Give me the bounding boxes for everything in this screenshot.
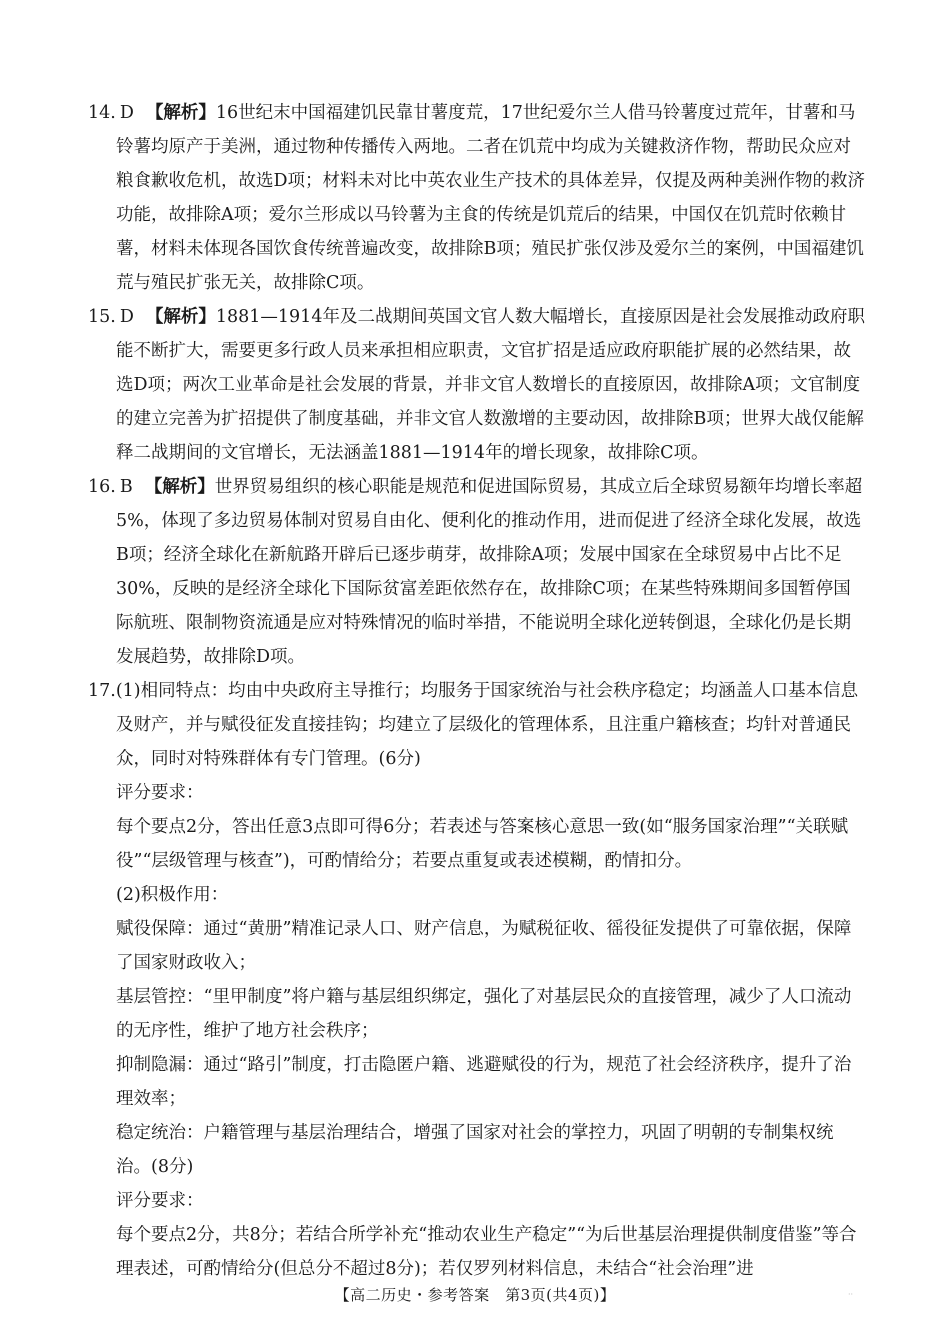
question-15	[88, 300, 866, 470]
question-number: 17.	[88, 681, 116, 701]
page-footer: 【高二历史・参考答案 第3页(共4页)】	[334, 1286, 616, 1304]
question-number: 15.	[88, 307, 116, 327]
scoring-title-1: 评分要求：	[116, 783, 204, 803]
point-concealment: 抑制隐漏：通过“路引”制度，打击隐匿户籍、逃避赋役的行为，规范了社会经济秩序，提升了治理效率；	[116, 1055, 852, 1109]
part2-title: (2)积极作用：	[116, 885, 229, 905]
analysis-tag: 【解析】	[144, 477, 215, 497]
analysis-text: 世界贸易组织的核心职能是规范和促进国际贸易，其成立后全球贸易额年均增长率超5%，体现了多边贸易体制对贸易自由化、便利化的推动作用，进而促进了经济全球化发展，故选B项；经济全球化在新航路开辟后已逐步萌芽，故排除A项；发展中国家在全球贸易中占比不足30%，反映的是经济全球化下国际贫富差距依然存在，故排除C项；在某些特殊期间多国暂停国际航班、限制物资流通是应对特殊情况的临时举措，不能说明全球化逆转倒退，全球化仍是长期发展趋势，故排除D项。	[116, 477, 863, 667]
answer-letter: B	[119, 477, 133, 497]
question-14	[88, 96, 866, 300]
question-number: 14.	[88, 103, 116, 123]
analysis-tag: 【解析】	[145, 103, 216, 123]
point-grassroots: 基层管控：“里甲制度”将户籍与基层组织绑定，强化了对基层民众的直接管理，减少了人口流动的无序性，维护了地方社会秩序；	[116, 987, 852, 1041]
analysis-text: 1881—1914年及二战期间英国文官人数大幅增长，直接原因是社会发展推动政府职能不断扩大，需要更多行政人员来承担相应职责，文官扩招是适应政府职能扩展的必然结果，故选D项；两次工业革命是社会发展的背景，并非文官人数增长的直接原因，故排除A项；文官制度的建立完善为扩招提供了制度基础，并非文官人数激增的主要动因，故排除B项；世界大战仅能解释二战期间的文官增长，无法涵盖1881—1914年的增长现象，故排除C项。	[116, 307, 865, 463]
answer-letter: D	[119, 307, 134, 327]
scoring-title-2: 评分要求：	[116, 1191, 204, 1211]
scoring-text-1: 每个要点2分，答出任意3点即可得6分；若表述与答案核心意思一致(如“服务国家治理”“关联赋役”“层级管理与核查”)，可酌情给分；若要点重复或表述模糊，酌情扣分。	[116, 817, 849, 871]
question-number: 16.	[88, 477, 116, 497]
analysis-text: 16世纪末中国福建饥民靠甘薯度荒，17世纪爱尔兰人借马铃薯度过荒年，甘薯和马铃薯均原产于美洲，通过物种传播传入两地。二者在饥荒中均成为关键救济作物，帮助民众应对粮食歉收危机，故选D项；材料未对比中英农业生产技术的具体差异，仅提及两种美洲作物的救济功能，故排除A项；爱尔兰形成以马铃薯为主食的传统是饥荒后的结果，中国仅在饥荒时依赖甘薯，材料未体现各国饮食传统普遍改变，故排除B项；殖民扩张仅涉及爱尔兰的案例，中国福建饥荒与殖民扩张无关，故排除C项。	[116, 103, 866, 293]
point-tax: 赋役保障：通过“黄册”精准记录人口、财产信息，为赋税征收、徭役征发提供了可靠依据，保障了国家财政收入；	[116, 919, 852, 973]
part1-text: (1)相同特点：均由中央政府主导推行；均服务于国家统治与社会秩序稳定；均涵盖人口基本信息及财产，并与赋役征发直接挂钩；均建立了层级化的管理体系，且注重户籍核查；均针对普通民众，同时对特殊群体有专门管理。(6分)	[115, 681, 859, 769]
answer-letter: D	[119, 103, 134, 123]
question-16	[88, 470, 866, 674]
corner-mark: ··	[848, 1290, 854, 1299]
point-stability: 稳定统治：户籍管理与基层治理结合，增强了国家对社会的掌控力，巩固了明朝的专制集权统治。(8分)	[116, 1123, 834, 1177]
analysis-tag: 【解析】	[145, 307, 216, 327]
question-17	[88, 674, 866, 1286]
scoring-text-2: 每个要点2分，共8分；若结合所学补充“推动农业生产稳定”“为后世基层治理提供制度借鉴”等合理表述，可酌情给分(但总分不超过8分)；若仅罗列材料信息，未结合“社会治理”进	[116, 1225, 857, 1279]
